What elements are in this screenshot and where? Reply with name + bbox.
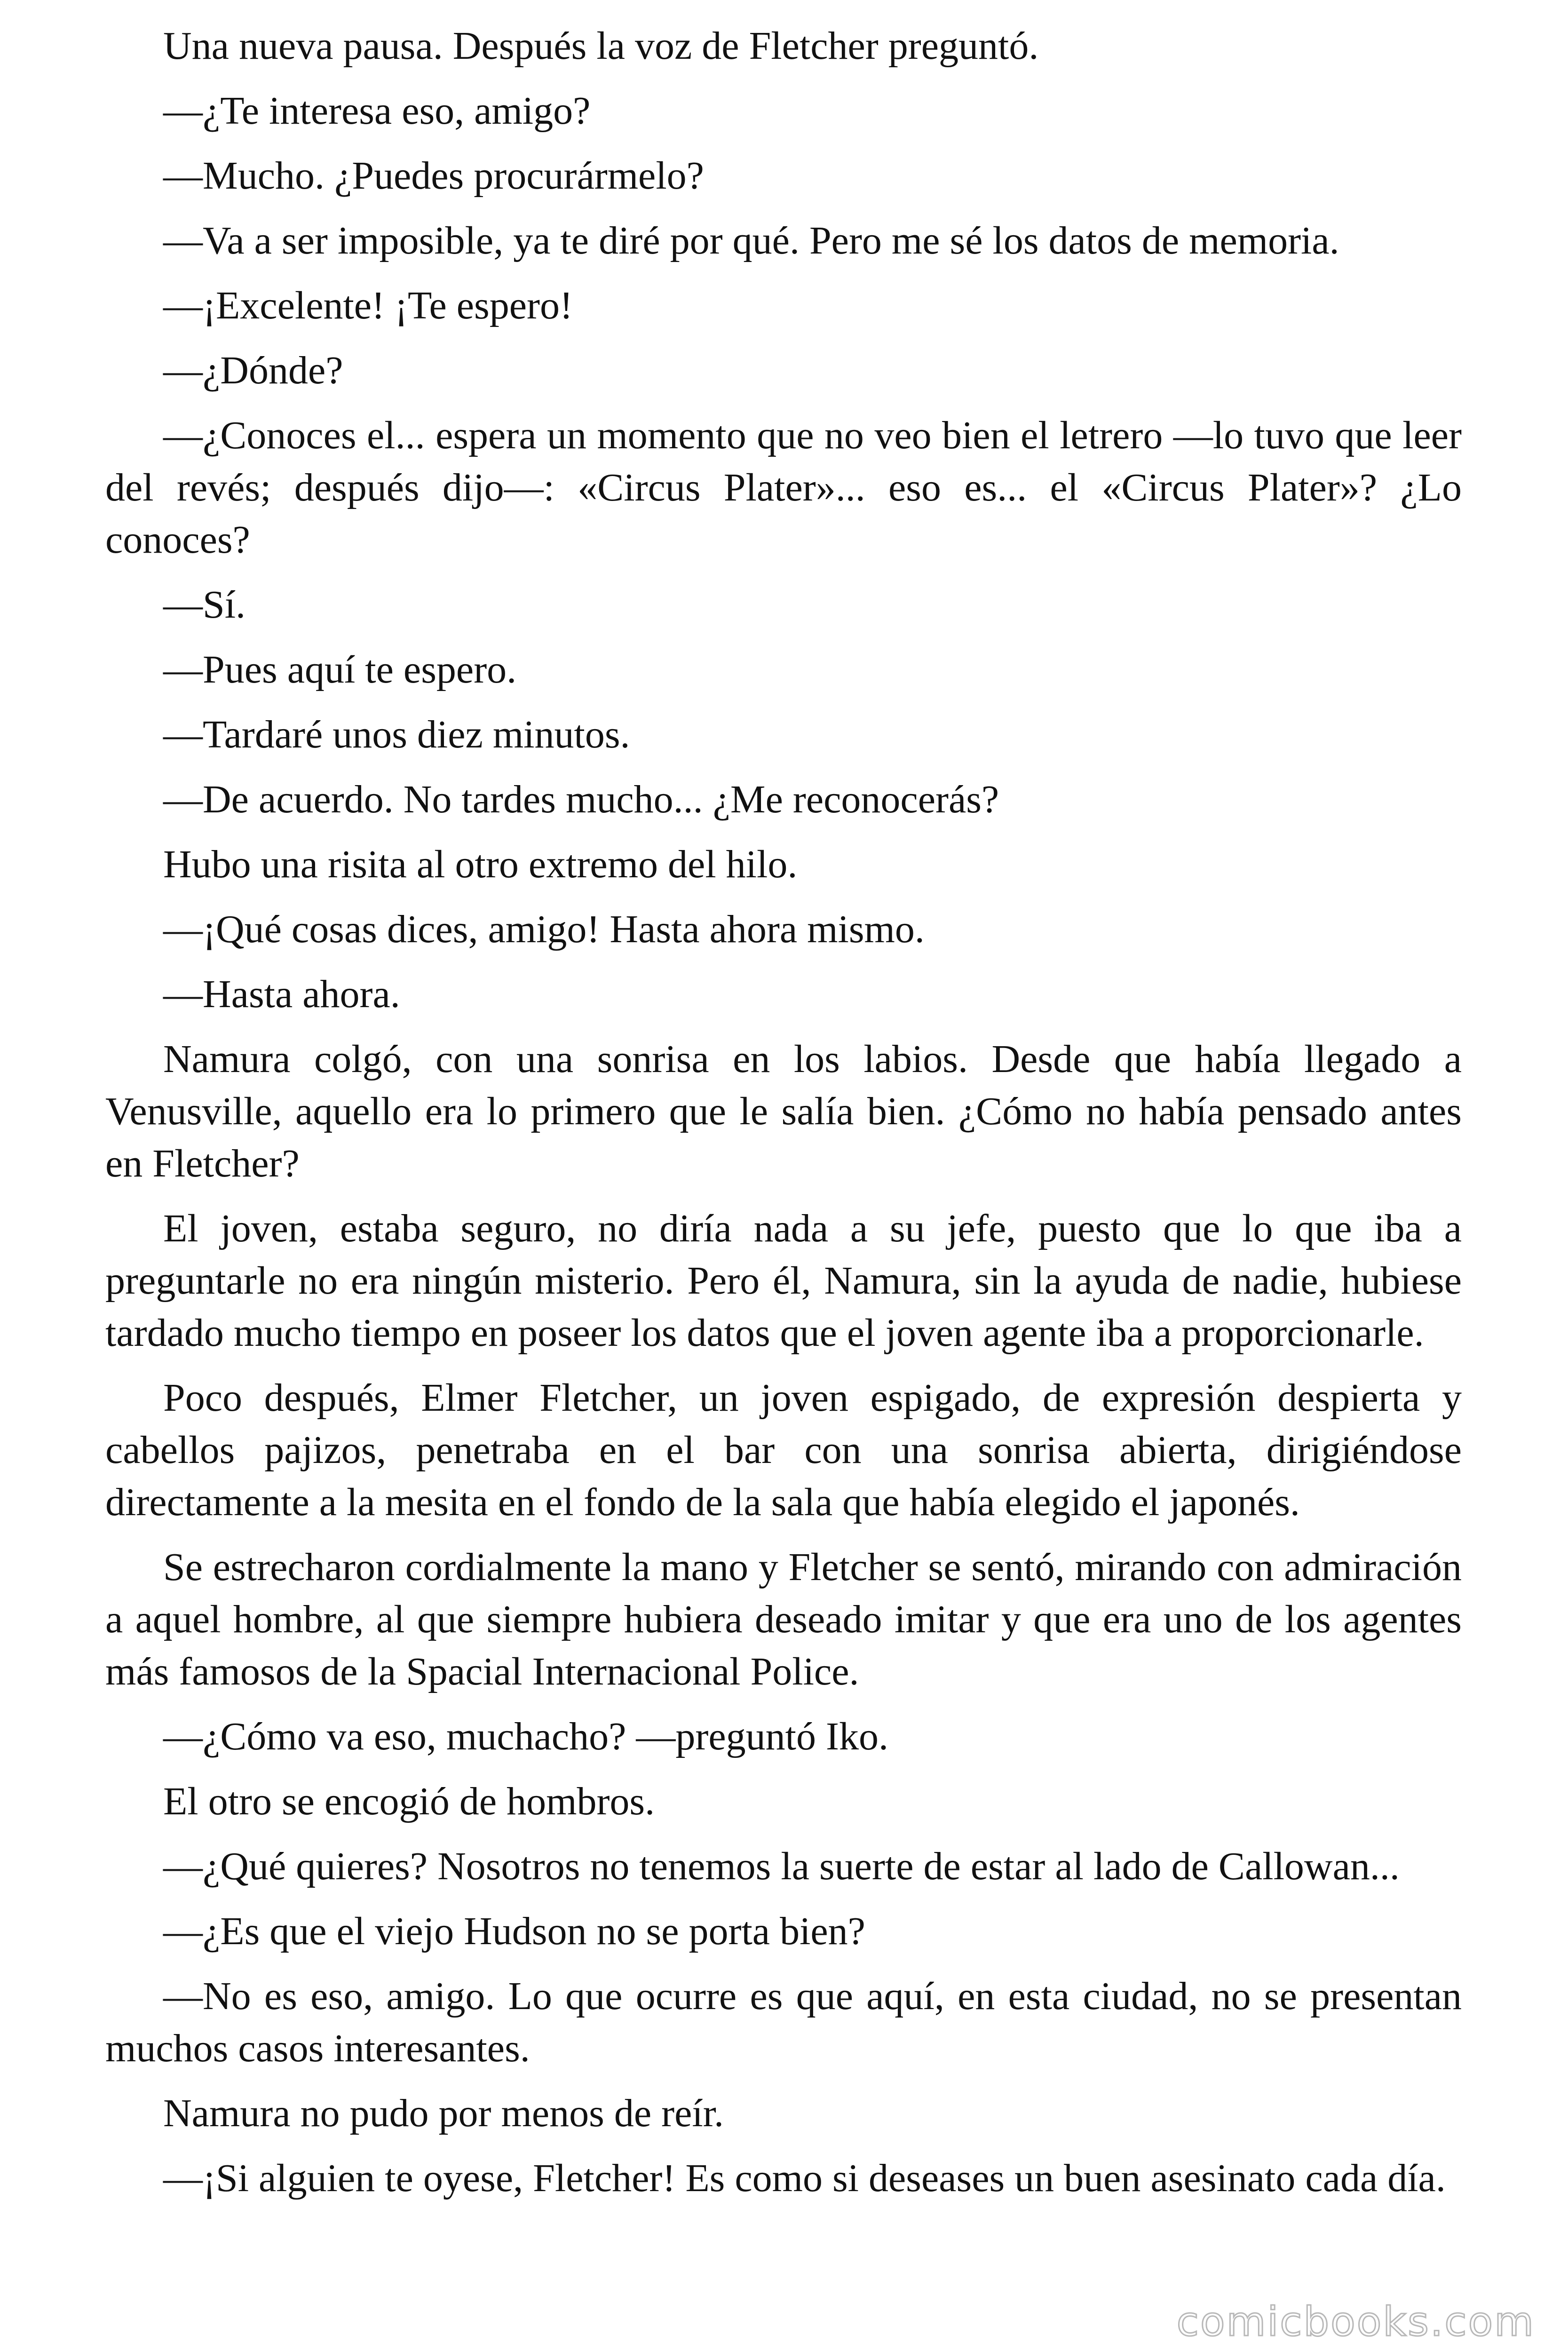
paragraph: —Hasta ahora. — [163, 972, 400, 1016]
paragraph: Namura colgó, con una sonrisa en los labios. Desde que había llegado a Venusville, aquello era lo primero que le salía bien. ¿Cómo no había pensado antes en Fletcher? — [105, 1037, 1462, 1185]
paragraph: —No es eso, amigo. Lo que ocurre es que aquí, en esta ciudad, no se presentan muchos casos interesantes. — [105, 1974, 1462, 2070]
paragraph: —¿Dónde? — [163, 349, 343, 392]
watermark: comicbooks.com — [1176, 2298, 1535, 2345]
paragraph: Una nueva pausa. Después la voz de Fletcher preguntó. — [163, 24, 1039, 68]
paragraph: Poco después, Elmer Fletcher, un joven espigado, de expresión despierta y cabellos pajizos, penetraba en el bar con una sonrisa abierta, dirigiéndose directamente a la mesita en el fondo de la sala que había elegido el japonés. — [105, 1376, 1462, 1524]
paragraph: —¡Qué cosas dices, amigo! Hasta ahora mismo. — [163, 907, 925, 951]
paragraph: —Va a ser imposible, ya te diré por qué. Pero me sé los datos de memoria. — [163, 219, 1339, 262]
paragraph: Se estrecharon cordialmente la mano y Fletcher se sentó, mirando con admiración a aquel hombre, al que siempre hubiera deseado imitar y que era uno de los agentes más famosos de la Spacial Internacional Police. — [105, 1545, 1462, 1693]
paragraph: —¿Qué quieres? Nosotros no tenemos la suerte de estar al lado de Callowan... — [163, 1844, 1400, 1888]
paragraph: Namura no pudo por menos de reír. — [163, 2091, 724, 2135]
paragraph: —De acuerdo. No tardes mucho... ¿Me reconocerás? — [163, 778, 999, 821]
paragraph: —¡Si alguien te oyese, Fletcher! Es como si deseases un buen asesinato cada día. — [163, 2156, 1446, 2200]
paragraph: —¿Cómo va eso, muchacho? —preguntó Iko. — [163, 1715, 888, 1758]
paragraph: —¿Te interesa eso, amigo? — [163, 89, 591, 133]
paragraph: —¿Conoces el... espera un momento que no veo bien el letrero —lo tuvo que leer del revés; después dijo—: «Circus Plater»... eso es... el «Circus Plater»? ¿Lo conoces? — [105, 413, 1462, 562]
paragraph: —Pues aquí te espero. — [163, 648, 517, 691]
paragraph: —Sí. — [163, 583, 246, 627]
paragraph: El joven, estaba seguro, no diría nada a su jefe, puesto que lo que iba a preguntarle no era ningún misterio. Pero él, Namura, sin la ayuda de nadie, hubiese tardado mucho tiempo en poseer los datos que el joven agente iba a proporcionarle. — [105, 1207, 1462, 1355]
paragraph: Hubo una risita al otro extremo del hilo. — [163, 842, 798, 886]
paragraph: —Mucho. ¿Puedes procurármelo? — [163, 154, 704, 198]
paragraph: El otro se encogió de hombros. — [163, 1780, 655, 1823]
page-text — [105, 20, 1462, 2217]
paragraph: —¿Es que el viejo Hudson no se porta bien? — [163, 1909, 865, 1953]
paragraph: —Tardaré unos diez minutos. — [163, 713, 630, 756]
paragraph: —¡Excelente! ¡Te espero! — [163, 284, 573, 327]
